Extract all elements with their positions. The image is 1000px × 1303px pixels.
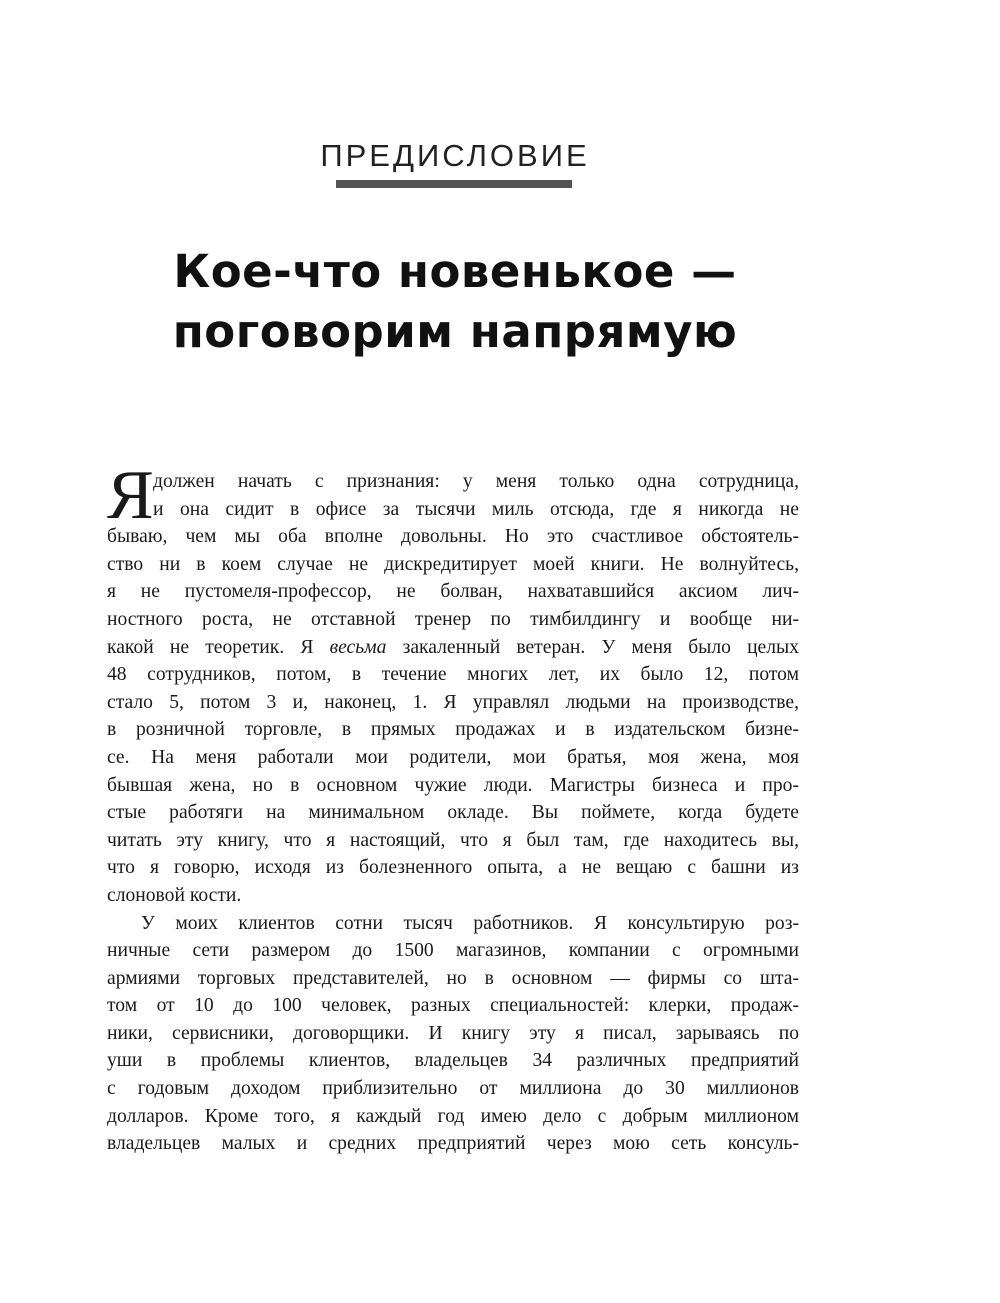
text-line: в розничной торговле, в прямых продажах и в издательском бизне- [107,719,799,741]
text-line: и она сидит в офисе за тысячи миль отсюда, где я никогда не [153,498,799,520]
text-line: У моих клиентов сотни тысяч работников. Я консультирую роз- [141,912,799,934]
chapter-title-line-1: Кое-что новенькое — [173,245,737,298]
text-line [107,634,799,662]
text-line: я не пустомеля-профессор, не болван, нахватавшийся аксиом лич- [107,581,799,603]
drop-cap: Я [107,457,154,534]
section-label: ПРЕДИСЛОВИЕ [320,138,590,173]
emphasis-text: весьма [329,636,387,658]
text-segment: какой не теоретик. Я [107,636,330,658]
text-line: долларов. Кроме того, я каждый год имею дело с добрым миллионом [107,1105,799,1127]
chapter-title-line-2: поговорим напрямую [172,305,738,358]
text-line: владельцев малых и средних предприятий через мою сеть консуль- [107,1133,799,1155]
text-line: ностного роста, не отставной тренер по тимбилдингу и вообще ни- [107,608,799,630]
text-line: уши в проблемы клиентов, владельцев 34 различных предприятий [107,1050,799,1072]
text-line: се. На меня работали мои родители, мои братья, моя жена, моя [107,746,799,768]
text-line: стало 5, потом 3 и, наконец, 1. Я управлял людьми на производстве, [107,691,799,713]
text-line: ство ни в коем случае не дискредитирует моей книги. Не волнуйтесь, [107,553,799,575]
text-line: с годовым доходом приблизительно от миллиона до 30 миллионов [107,1078,799,1100]
text-line: ники, сервисники, договорщики. И книгу эту я писал, зарываясь по [107,1022,799,1044]
text-line: армиями торговых представителей, но в основном — фирмы со шта- [107,967,799,989]
text-line: том от 10 до 100 человек, разных специальностей: клерки, продаж- [107,995,799,1017]
body-text [107,457,799,1158]
text-line: слоновой кости. [107,884,242,906]
chapter-title [0,242,910,362]
text-line: стые работяги на минимальном окладе. Вы поймете, когда будете [107,802,799,824]
text-line: что я говорю, исходя из болезненного опыта, а не вещаю с башни из [107,857,799,879]
text-line: читать эту книгу, что я настоящий, что я был там, где находитесь вы, [107,829,799,851]
section-underline [336,180,572,188]
text-line: бываю, чем мы оба вполне довольны. Но это счастливое обстоятель- [107,526,799,548]
text-line: бывшая жена, но в основном чужие люди. Магистры бизнеса и про- [107,774,799,796]
text-line: 48 сотрудников, потом, в течение многих лет, их было 12, потом [107,664,799,686]
text-line: ничные сети размером до 1500 магазинов, компании с огромными [107,940,799,962]
text-line: должен начать с признания: у меня только одна сотрудница, [153,471,799,492]
text-segment: закаленный ветеран. У меня было целых [386,636,799,658]
